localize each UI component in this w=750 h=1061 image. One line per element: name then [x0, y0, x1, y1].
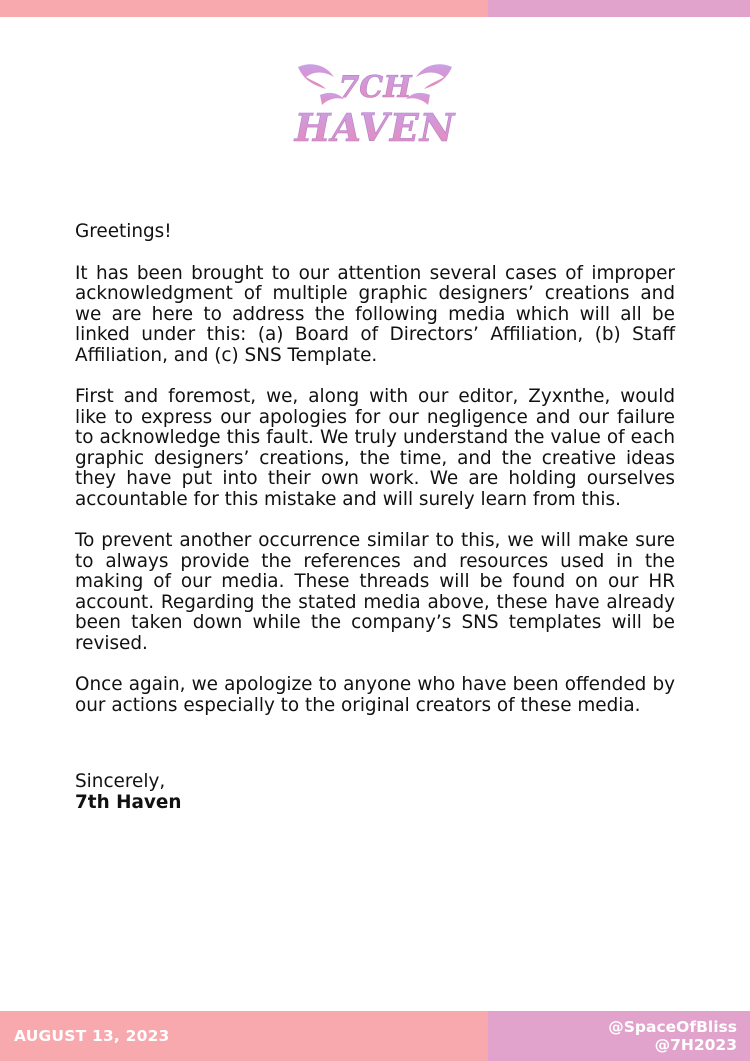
top-bar-mauve: [488, 0, 750, 17]
paragraph-3: To prevent another occurrence similar to this, we will make sure to always provide the references and resources used in the making of our media. These threads will be found on our HR account. Regarding the stated media above, these have already been taken down while the company’s SNS templates will be revised.: [75, 530, 675, 654]
seventh-haven-logo: [290, 55, 460, 155]
paragraph-4: Once again, we apologize to anyone who have been offended by our actions especially to the original creators of these media.: [75, 674, 675, 716]
handle-space-of-bliss: @SpaceOfBliss: [608, 1018, 737, 1036]
paragraph-1: It has been brought to our attention several cases of improper acknowledgment of multiple graphic designers’ creations and we are here to address the following media which will all be linked under this: (a) Board of Directors’ Affiliation, (b) Staff Affiliation, and (c) SNS Template.: [75, 262, 675, 366]
closing-spacer: [75, 737, 675, 772]
footer-bar: [0, 1011, 750, 1061]
signoff: Sincerely,: [75, 771, 166, 792]
logo-graphic: [290, 55, 460, 155]
greeting: Greetings!: [75, 221, 172, 242]
signature: 7th Haven: [75, 791, 182, 813]
letter-body: [75, 222, 675, 813]
footer-handles: [608, 1018, 737, 1054]
top-color-bar: [0, 0, 750, 17]
paragraph-2: First and foremost, we, along with our editor, Zyxnthe, would like to express our apologies for our negligence and our failure to acknowledge this fault. We truly understand the value of each graphic designers’ creations, the time, and the creative ideas they have put into their own work. We are holding ourselves accountable for this mistake and will surely learn from this.: [75, 386, 675, 510]
footer-bar-pink: [0, 1011, 488, 1061]
footer-date: AUGUST 13, 2023: [14, 1027, 170, 1045]
logo-line-1: 7CH: [338, 70, 412, 105]
footer-bar-mauve: [488, 1011, 750, 1061]
logo-line-2: HAVEN: [294, 105, 456, 150]
handle-7h2023: @7H2023: [654, 1036, 737, 1054]
top-bar-pink: [0, 0, 488, 17]
